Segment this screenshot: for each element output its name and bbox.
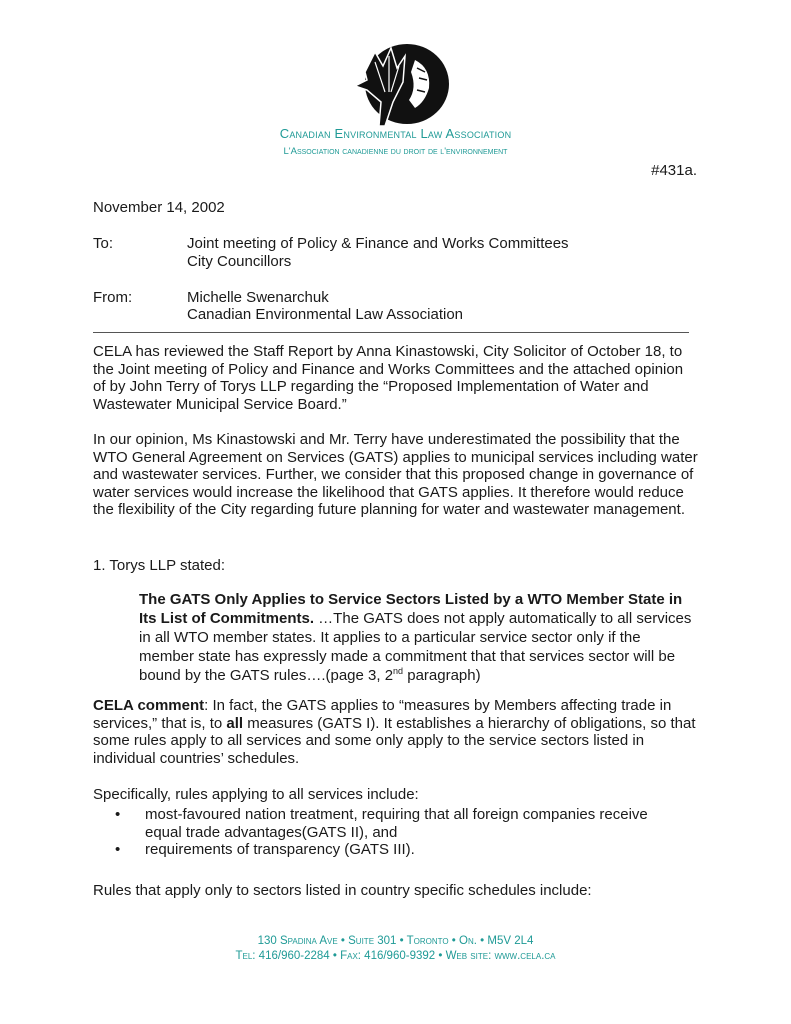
- specifically-intro: Specifically, rules applying to all services include:: [93, 786, 419, 803]
- rules-sectors-intro: Rules that apply only to sectors listed in country specific schedules include:: [93, 882, 592, 899]
- to-recipient-2: City Councillors: [187, 253, 292, 270]
- to-label: To:: [93, 235, 114, 252]
- list-item: [115, 806, 675, 841]
- leaf-face-logo-icon: [345, 42, 455, 130]
- date: November 14, 2002: [93, 199, 225, 216]
- org-name-french: L'Association canadienne du droit de l'environnement: [283, 146, 508, 157]
- from-label: From:: [93, 289, 133, 306]
- quote-superscript: nd: [393, 666, 404, 676]
- bullet-list: [115, 806, 675, 859]
- quote-heading: The GATS Only Applies to Service Sectors Listed by a WTO Member State in Its List of Commitments.: [139, 591, 683, 627]
- paragraph-opinion: In our opinion, Ms Kinastowski and Mr. Terry have underestimated the possibility that the WTO General Agreement on Services (GATS) applies to municipal services including water and wastewater services. Further, we consider that this proposed change in governance of water services would increase the likelihood that GATS applies. It therefore would reduce the flexibility of the City regarding future planning for water and wastewater management.: [93, 431, 698, 518]
- from-sender-org: Canadian Environmental Law Association: [187, 306, 463, 323]
- cela-comment-label: CELA comment: [93, 697, 205, 714]
- footer-address: 130 Spadina Ave • Suite 301 • Toronto • On. • M5V 2L4: [257, 935, 534, 947]
- to-recipient-1: Joint meeting of Policy & Finance and Works Committees: [187, 235, 569, 252]
- list-item: [115, 841, 675, 859]
- list-item-text: requirements of transparency (GATS III).: [145, 841, 415, 858]
- from-sender-name: Michelle Swenarchuk: [187, 289, 329, 306]
- org-name: Canadian Environmental Law Association: [279, 126, 512, 141]
- bullet-icon: •: [115, 841, 121, 858]
- quote-text: …The GATS does not apply automatically to all services in all WTO member states. It applies to a particular service sector only if the member state has expressly made a commitment that that services sector will be bound by the GATS rules….(page 3, 2: [139, 610, 692, 684]
- cela-comment: [93, 697, 699, 767]
- bullet-icon: •: [115, 806, 121, 823]
- torys-quote: [139, 590, 699, 685]
- header-divider: [93, 332, 689, 333]
- footer-contact: Tel: 416/960-2284 • Fax: 416/960-9392 • Web site: www.cela.ca: [235, 950, 556, 962]
- cela-comment-text-1: : In fact, the GATS applies to “measures by Members affecting trade in services,” that is, to: [93, 697, 672, 732]
- item-1-heading: 1. Torys LLP stated:: [93, 557, 226, 574]
- paragraph-review: CELA has reviewed the Staff Report by Anna Kinastowski, City Solicitor of October 18, to the Joint meeting of Policy and Finance and Works Committees and the attached opinion of by John Terry of Torys LLP regarding the “Proposed Implementation of Water and Wastewater Municipal Service Board.”: [93, 343, 684, 413]
- document-number: #431a.: [651, 162, 697, 179]
- list-item-text: most-favoured nation treatment, requiring that all foreign companies receive equal trade advantages(GATS II), and: [145, 806, 648, 841]
- cela-comment-text-2: measures (GATS I). It establishes a hierarchy of obligations, so that some rules apply to all services and some only apply to the service sectors listed in individual countries’ schedules.: [93, 714, 696, 767]
- quote-tail: paragraph): [403, 667, 481, 684]
- cela-comment-emphasis: all: [226, 714, 244, 732]
